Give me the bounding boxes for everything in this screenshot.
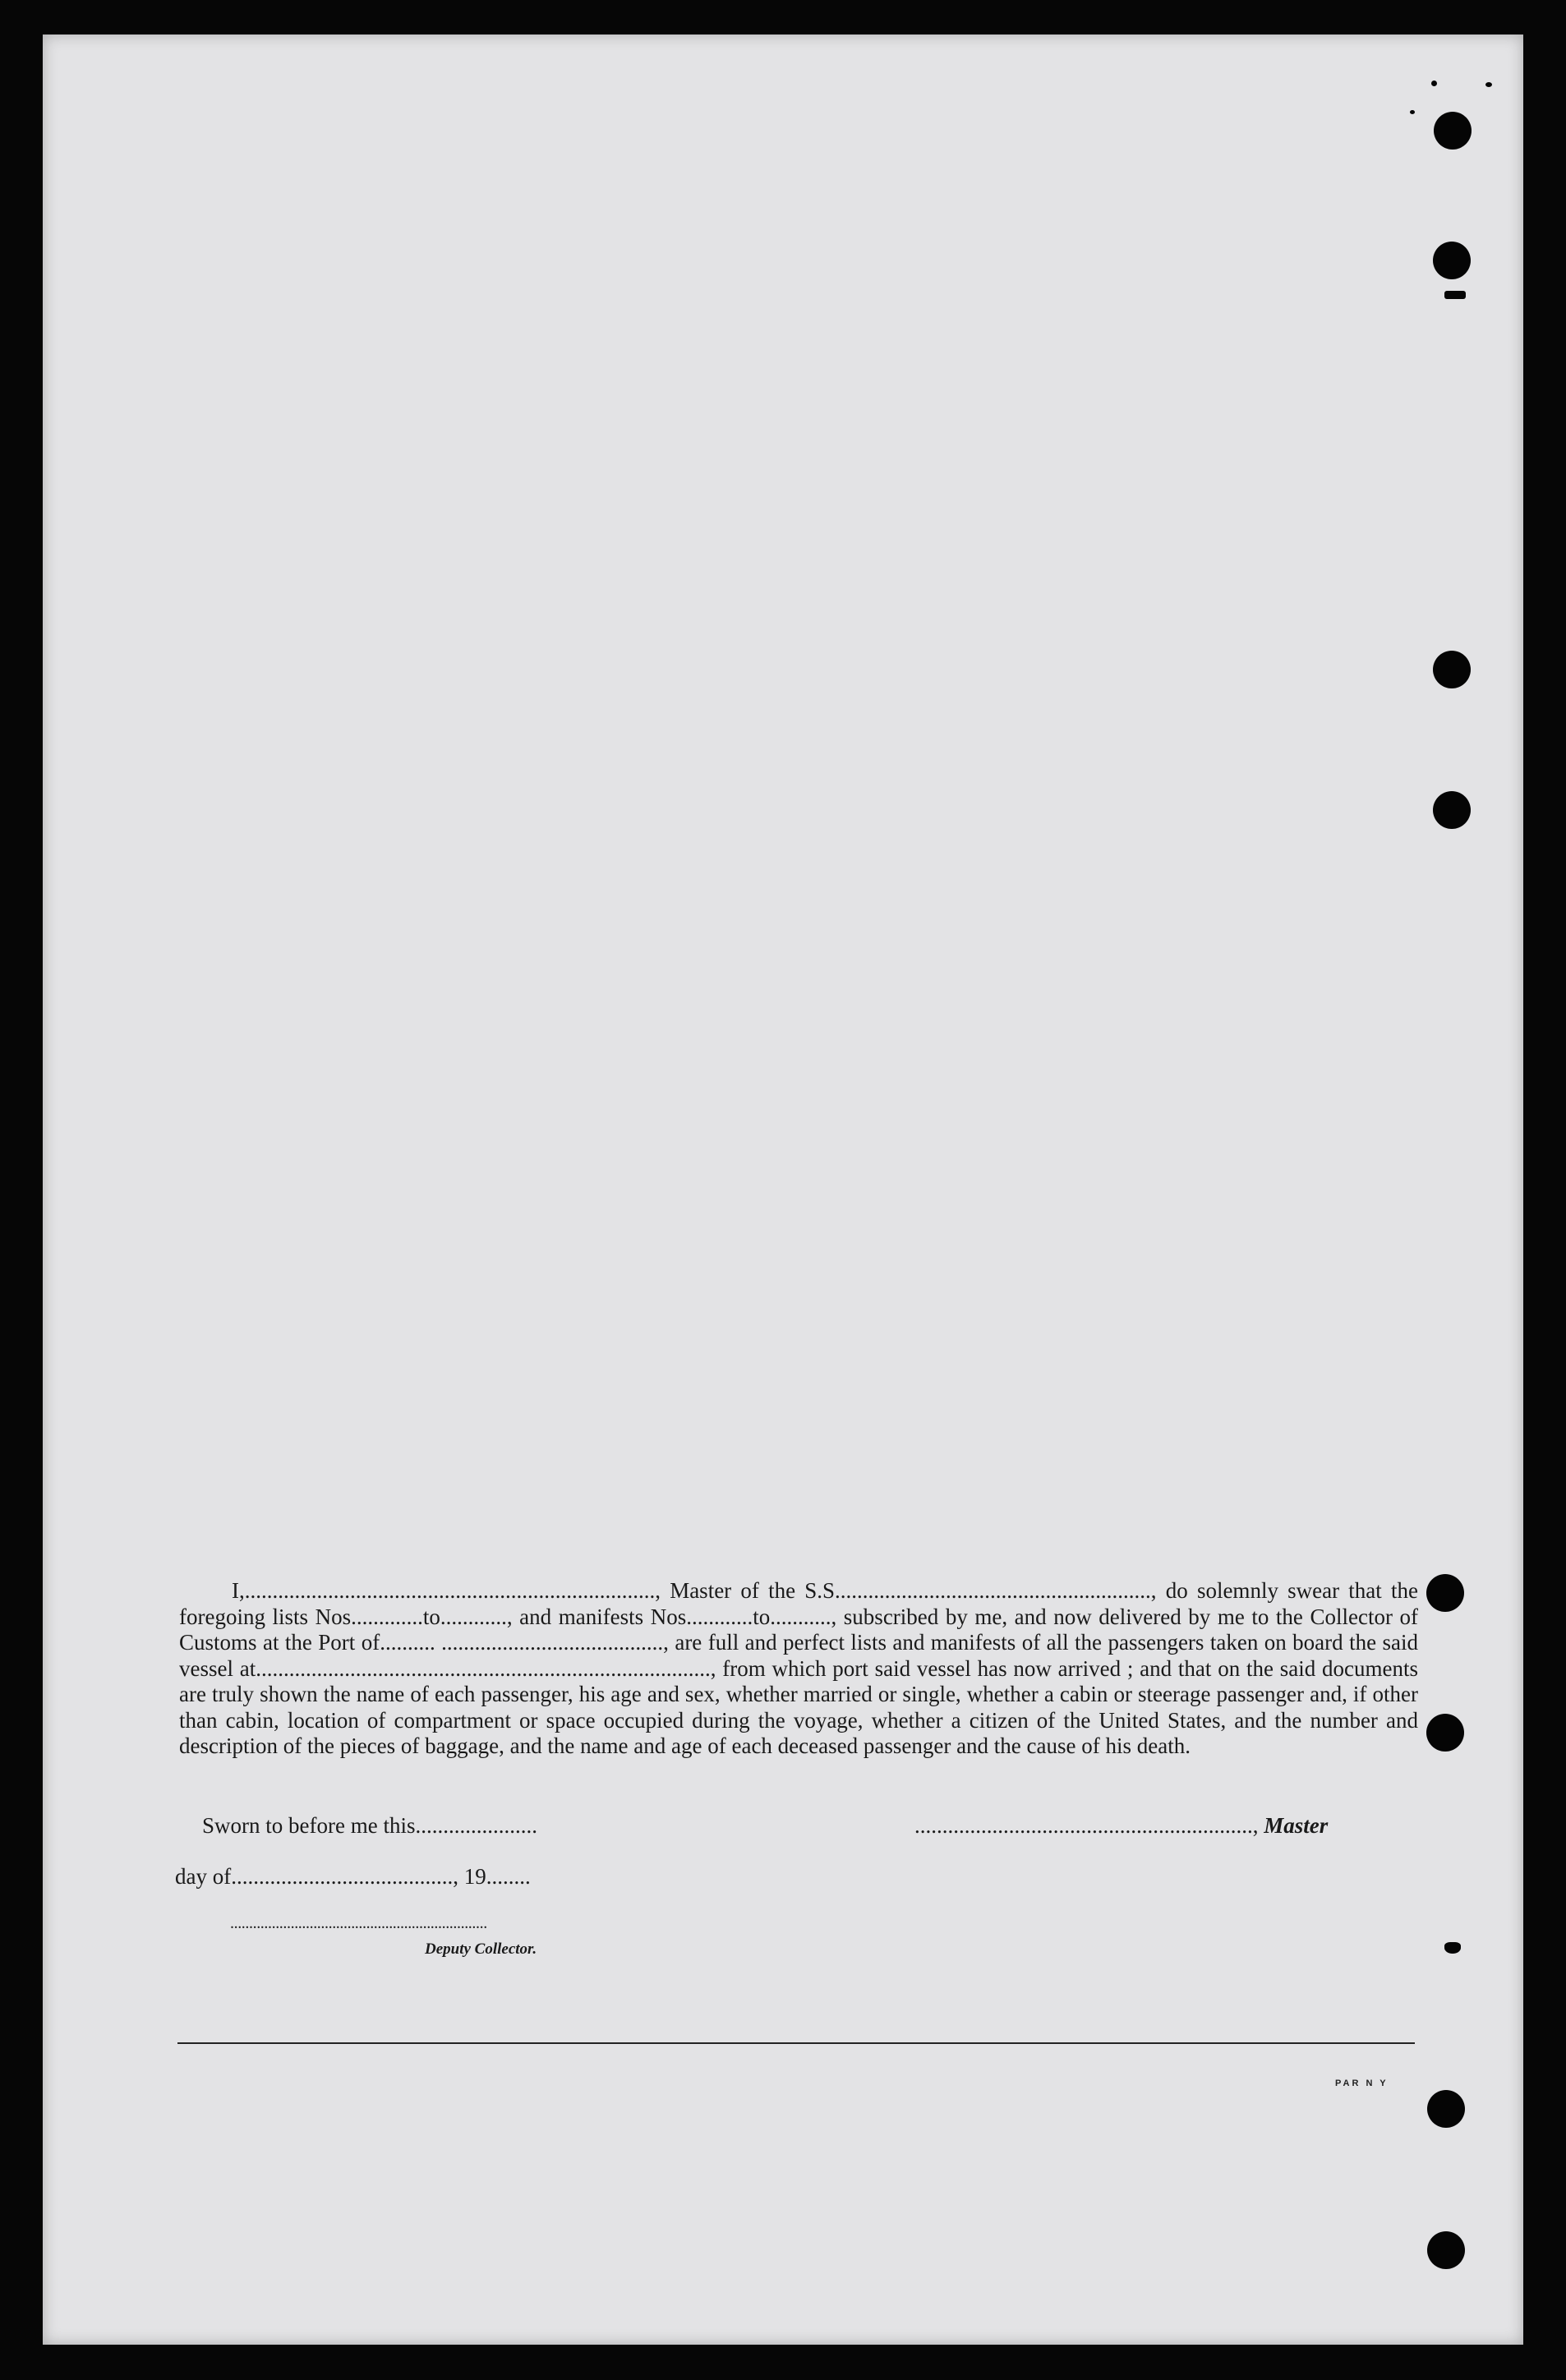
sworn-dots: ......................: [415, 1813, 537, 1838]
speck-mark: [1485, 82, 1492, 87]
master-label: Master: [1264, 1813, 1329, 1838]
oath-text: I,.........................................................................., Master of the S.S........................................................., do solemnly swear that the foregoing lists Nos.............to............, and manifests Nos............to..........., subscribed by me, and now delivered by me to the Collector of Customs at the Port of.......... ........................................, are full and perfect lists and manifests of all the passengers taken on board the said vessel at.................................................................................., from which port said vessel has now arrived ; and that on the said documents are truly shown the name of each passenger, his age and sex, whether married or single, whether a cabin or steerage passenger and, if other than cabin, location of compartment or space occupied during the voyage, whether a citizen of the United States, and the number and description of the pieces of baggage, and the name and age of each deceased passenger and the cause of his death.: [179, 1578, 1418, 1758]
day-dots: ........................................,: [231, 1864, 458, 1889]
printer-imprint: PAR N Y: [1335, 2078, 1389, 2088]
day-label: day of: [175, 1864, 232, 1889]
sworn-label: [202, 1813, 537, 1839]
year-label: 19: [463, 1864, 486, 1889]
speck-mark: [1431, 81, 1437, 86]
bottom-rule: [177, 2042, 1415, 2044]
punch-hole: [1426, 1714, 1464, 1752]
speck-mark: [1444, 291, 1466, 299]
punch-hole: [1434, 112, 1472, 150]
speck-mark: [1410, 110, 1415, 114]
punch-hole: [1433, 651, 1471, 688]
manifest-page: [43, 35, 1523, 2345]
deputy-collector-label: Deputy Collector.: [425, 1940, 537, 1958]
punch-hole: [1427, 2231, 1465, 2269]
punch-hole: [1426, 1574, 1464, 1612]
master-signature-line: [914, 1813, 1328, 1839]
speck-mark: [1444, 1942, 1461, 1954]
oath-paragraph: [179, 1578, 1418, 1760]
punch-hole: [1433, 791, 1471, 829]
punch-hole: [1433, 242, 1471, 279]
sworn-text: Sworn to before me this: [202, 1813, 416, 1838]
day-line: [175, 1864, 531, 1890]
punch-hole: [1427, 2090, 1465, 2128]
year-dots: ........: [486, 1864, 531, 1889]
master-dots: .............................................................,: [914, 1813, 1259, 1838]
deputy-dots: ....................................................................: [230, 1914, 487, 1932]
